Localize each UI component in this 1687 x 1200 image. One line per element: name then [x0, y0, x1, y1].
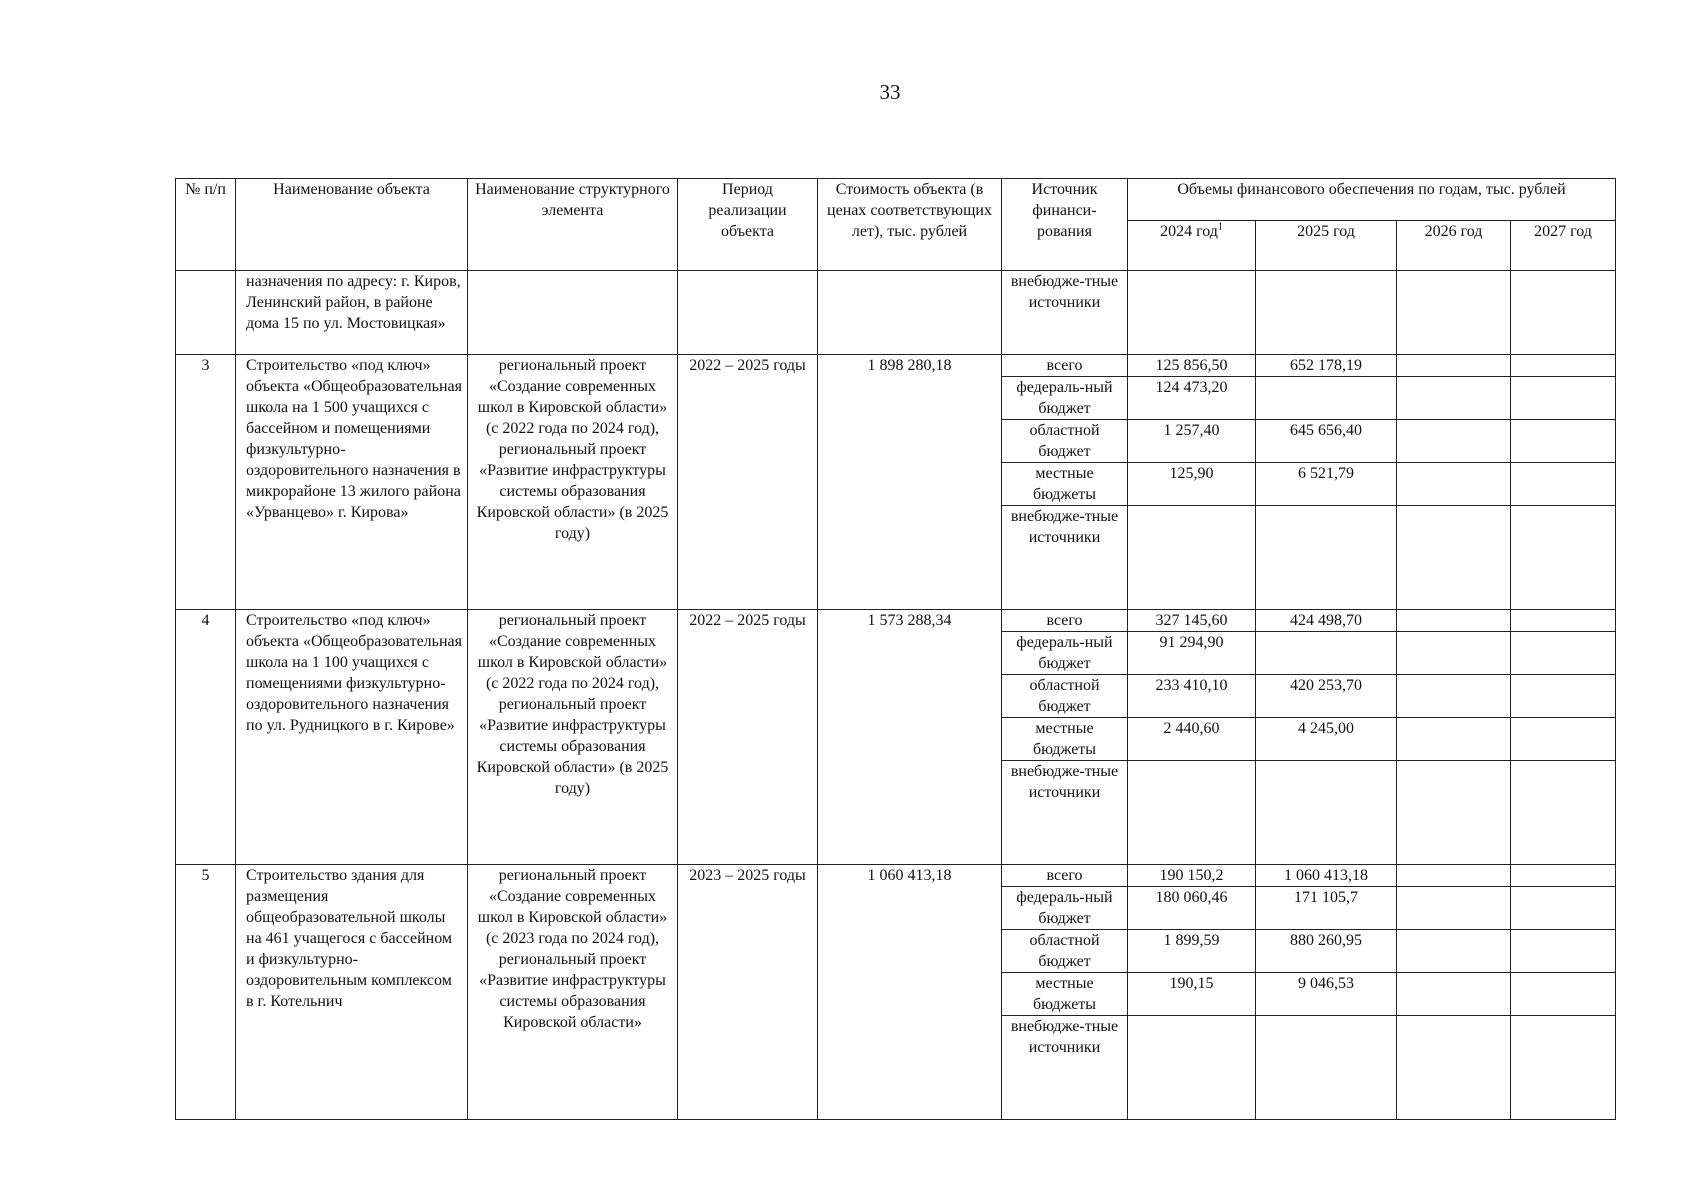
- funding-source: областной бюджет: [1002, 930, 1128, 973]
- amount-2025: 424 498,70: [1256, 610, 1397, 632]
- amount-2027: [1511, 865, 1616, 887]
- object-name: Строительство «под ключ» объекта «Общеобразовательная школа на 1 100 учащихся с помещениями физкультурно-оздоровительного назначения по ул. Рудницкого в г. Кирове»: [236, 610, 468, 865]
- table-row: [176, 610, 1616, 632]
- funding-source: федераль-ный бюджет: [1002, 632, 1128, 675]
- funding-source: внебюдже-тные источники: [1002, 1016, 1128, 1120]
- amount-2026: [1397, 973, 1511, 1016]
- object-num: 4: [176, 610, 236, 865]
- object-cost: 1 060 413,18: [818, 865, 1002, 1120]
- object-name: Строительство «под ключ» объекта «Общеобразовательная школа на 1 500 учащихся с бассейном и помещениями физкультурно-оздоровительного назначения в микрорайоне 13 жилого района «Урванцево» г. Кирова»: [236, 355, 468, 610]
- amount-2024: 190,15: [1128, 973, 1256, 1016]
- continuation-2024-cell: [1128, 271, 1256, 355]
- amount-2027: [1511, 355, 1616, 377]
- continuation-2025-cell: [1256, 271, 1397, 355]
- implementation-period: 2022 – 2025 годы: [678, 610, 818, 865]
- amount-2026: [1397, 610, 1511, 632]
- amount-2027: [1511, 420, 1616, 463]
- funding-source: местные бюджеты: [1002, 973, 1128, 1016]
- structural-element: региональный проект «Создание современных школ в Кировской области» (с 2022 года по 2024 год), региональный проект «Развитие инфраструктуры системы образования Кировской области» (в 2025 году): [468, 610, 678, 865]
- implementation-period: 2022 – 2025 годы: [678, 355, 818, 610]
- amount-2025: [1256, 761, 1397, 865]
- amount-2024: 125 856,50: [1128, 355, 1256, 377]
- amount-2026: [1397, 632, 1511, 675]
- amount-2024: 124 473,20: [1128, 377, 1256, 420]
- continuation-period-cell: [678, 271, 818, 355]
- amount-2027: [1511, 506, 1616, 610]
- amount-2025: 6 521,79: [1256, 463, 1397, 506]
- amount-2024: [1128, 761, 1256, 865]
- amount-2027: [1511, 463, 1616, 506]
- amount-2025: [1256, 506, 1397, 610]
- amount-2025: 171 105,7: [1256, 887, 1397, 930]
- object-cost: 1 898 280,18: [818, 355, 1002, 610]
- funding-source: федераль-ный бюджет: [1002, 887, 1128, 930]
- amount-2025: 880 260,95: [1256, 930, 1397, 973]
- amount-2027: [1511, 930, 1616, 973]
- financing-table: [175, 178, 1616, 1120]
- funding-source: внебюдже-тные источники: [1002, 506, 1128, 610]
- amount-2026: [1397, 420, 1511, 463]
- funding-source: областной бюджет: [1002, 420, 1128, 463]
- funding-source: местные бюджеты: [1002, 718, 1128, 761]
- funding-source: внебюдже-тные источники: [1002, 761, 1128, 865]
- amount-2025: 652 178,19: [1256, 355, 1397, 377]
- amount-2024: [1128, 1016, 1256, 1120]
- header-year-2024: 2024 год$^1$: [1128, 221, 1256, 271]
- header-structural-element: Наименование структурного элемента: [468, 179, 678, 271]
- amount-2025: 420 253,70: [1256, 675, 1397, 718]
- amount-2025: [1256, 632, 1397, 675]
- continuation-object-name: назначения по адресу: г. Киров, Ленинский район, в районе дома 15 по ул. Мостовицкая»: [236, 271, 468, 355]
- amount-2026: [1397, 463, 1511, 506]
- continuation-2027-cell: [1511, 271, 1616, 355]
- object-num: 5: [176, 865, 236, 1120]
- amount-2024: 180 060,46: [1128, 887, 1256, 930]
- amount-2026: [1397, 887, 1511, 930]
- amount-2024: 233 410,10: [1128, 675, 1256, 718]
- amount-2024: 327 145,60: [1128, 610, 1256, 632]
- amount-2026: [1397, 506, 1511, 610]
- header-year-2025: 2025 год: [1256, 221, 1397, 271]
- amount-2026: [1397, 930, 1511, 973]
- structural-element: региональный проект «Создание современных школ в Кировской области» (с 2023 года по 2024 год), региональный проект «Развитие инфраструктуры системы образования Кировской области»: [468, 865, 678, 1120]
- table-row: [176, 355, 1616, 377]
- amount-2027: [1511, 610, 1616, 632]
- amount-2026: [1397, 865, 1511, 887]
- header-source: Источник финанси-рования: [1002, 179, 1128, 271]
- funding-source: всего: [1002, 355, 1128, 377]
- object-name: Строительство здания для размещения общеобразовательной школы на 461 учащегося с бассейном и физкультурно-оздоровительным комплексом в г. Котельнич: [236, 865, 468, 1120]
- amount-2027: [1511, 632, 1616, 675]
- amount-2024: 91 294,90: [1128, 632, 1256, 675]
- header-period: Период реализации объекта: [678, 179, 818, 271]
- header-cost: Стоимость объекта (в ценах соответствующих лет), тыс. рублей: [818, 179, 1002, 271]
- amount-2026: [1397, 761, 1511, 865]
- amount-2025: [1256, 1016, 1397, 1120]
- header-num: № п/п: [176, 179, 236, 271]
- amount-2025: 9 046,53: [1256, 973, 1397, 1016]
- amount-2024: 2 440,60: [1128, 718, 1256, 761]
- header-year-2027: 2027 год: [1511, 221, 1616, 271]
- amount-2024: 190 150,2: [1128, 865, 1256, 887]
- continuation-num-cell: [176, 271, 236, 355]
- amount-2024: 1 899,59: [1128, 930, 1256, 973]
- continuation-2026-cell: [1397, 271, 1511, 355]
- page-number: 33: [879, 80, 901, 104]
- object-cost: 1 573 288,34: [818, 610, 1002, 865]
- amount-2024: 1 257,40: [1128, 420, 1256, 463]
- amount-2026: [1397, 675, 1511, 718]
- amount-2027: [1511, 887, 1616, 930]
- table-row: [176, 865, 1616, 887]
- amount-2027: [1511, 377, 1616, 420]
- funding-source: федераль-ный бюджет: [1002, 377, 1128, 420]
- implementation-period: 2023 – 2025 годы: [678, 865, 818, 1120]
- amount-2025: 1 060 413,18: [1256, 865, 1397, 887]
- amount-2027: [1511, 761, 1616, 865]
- amount-2026: [1397, 1016, 1511, 1120]
- continuation-source: внебюдже-тные источники: [1002, 271, 1128, 355]
- amount-2027: [1511, 675, 1616, 718]
- funding-source: областной бюджет: [1002, 675, 1128, 718]
- amount-2027: [1511, 973, 1616, 1016]
- amount-2024: [1128, 506, 1256, 610]
- amount-2024: 125,90: [1128, 463, 1256, 506]
- header-object-name: Наименование объекта: [236, 179, 468, 271]
- funding-source: всего: [1002, 610, 1128, 632]
- footnote-mark: 1: [1217, 221, 1223, 233]
- amount-2025: [1256, 377, 1397, 420]
- amount-2025: 645 656,40: [1256, 420, 1397, 463]
- amount-2025: 4 245,00: [1256, 718, 1397, 761]
- continuation-element-cell: [468, 271, 678, 355]
- amount-2026: [1397, 377, 1511, 420]
- continuation-row: [176, 271, 1616, 355]
- amount-2026: [1397, 355, 1511, 377]
- header-volumes: Объемы финансового обеспечения по годам, тыс. рублей: [1128, 179, 1616, 221]
- amount-2027: [1511, 1016, 1616, 1120]
- funding-source: всего: [1002, 865, 1128, 887]
- continuation-cost-cell: [818, 271, 1002, 355]
- amount-2027: [1511, 718, 1616, 761]
- amount-2026: [1397, 718, 1511, 761]
- header-year-2026: 2026 год: [1397, 221, 1511, 271]
- object-num: 3: [176, 355, 236, 610]
- funding-source: местные бюджеты: [1002, 463, 1128, 506]
- structural-element: региональный проект «Создание современных школ в Кировской области» (с 2022 года по 2024 год), региональный проект «Развитие инфраструктуры системы образования Кировской области» (в 2025 году): [468, 355, 678, 610]
